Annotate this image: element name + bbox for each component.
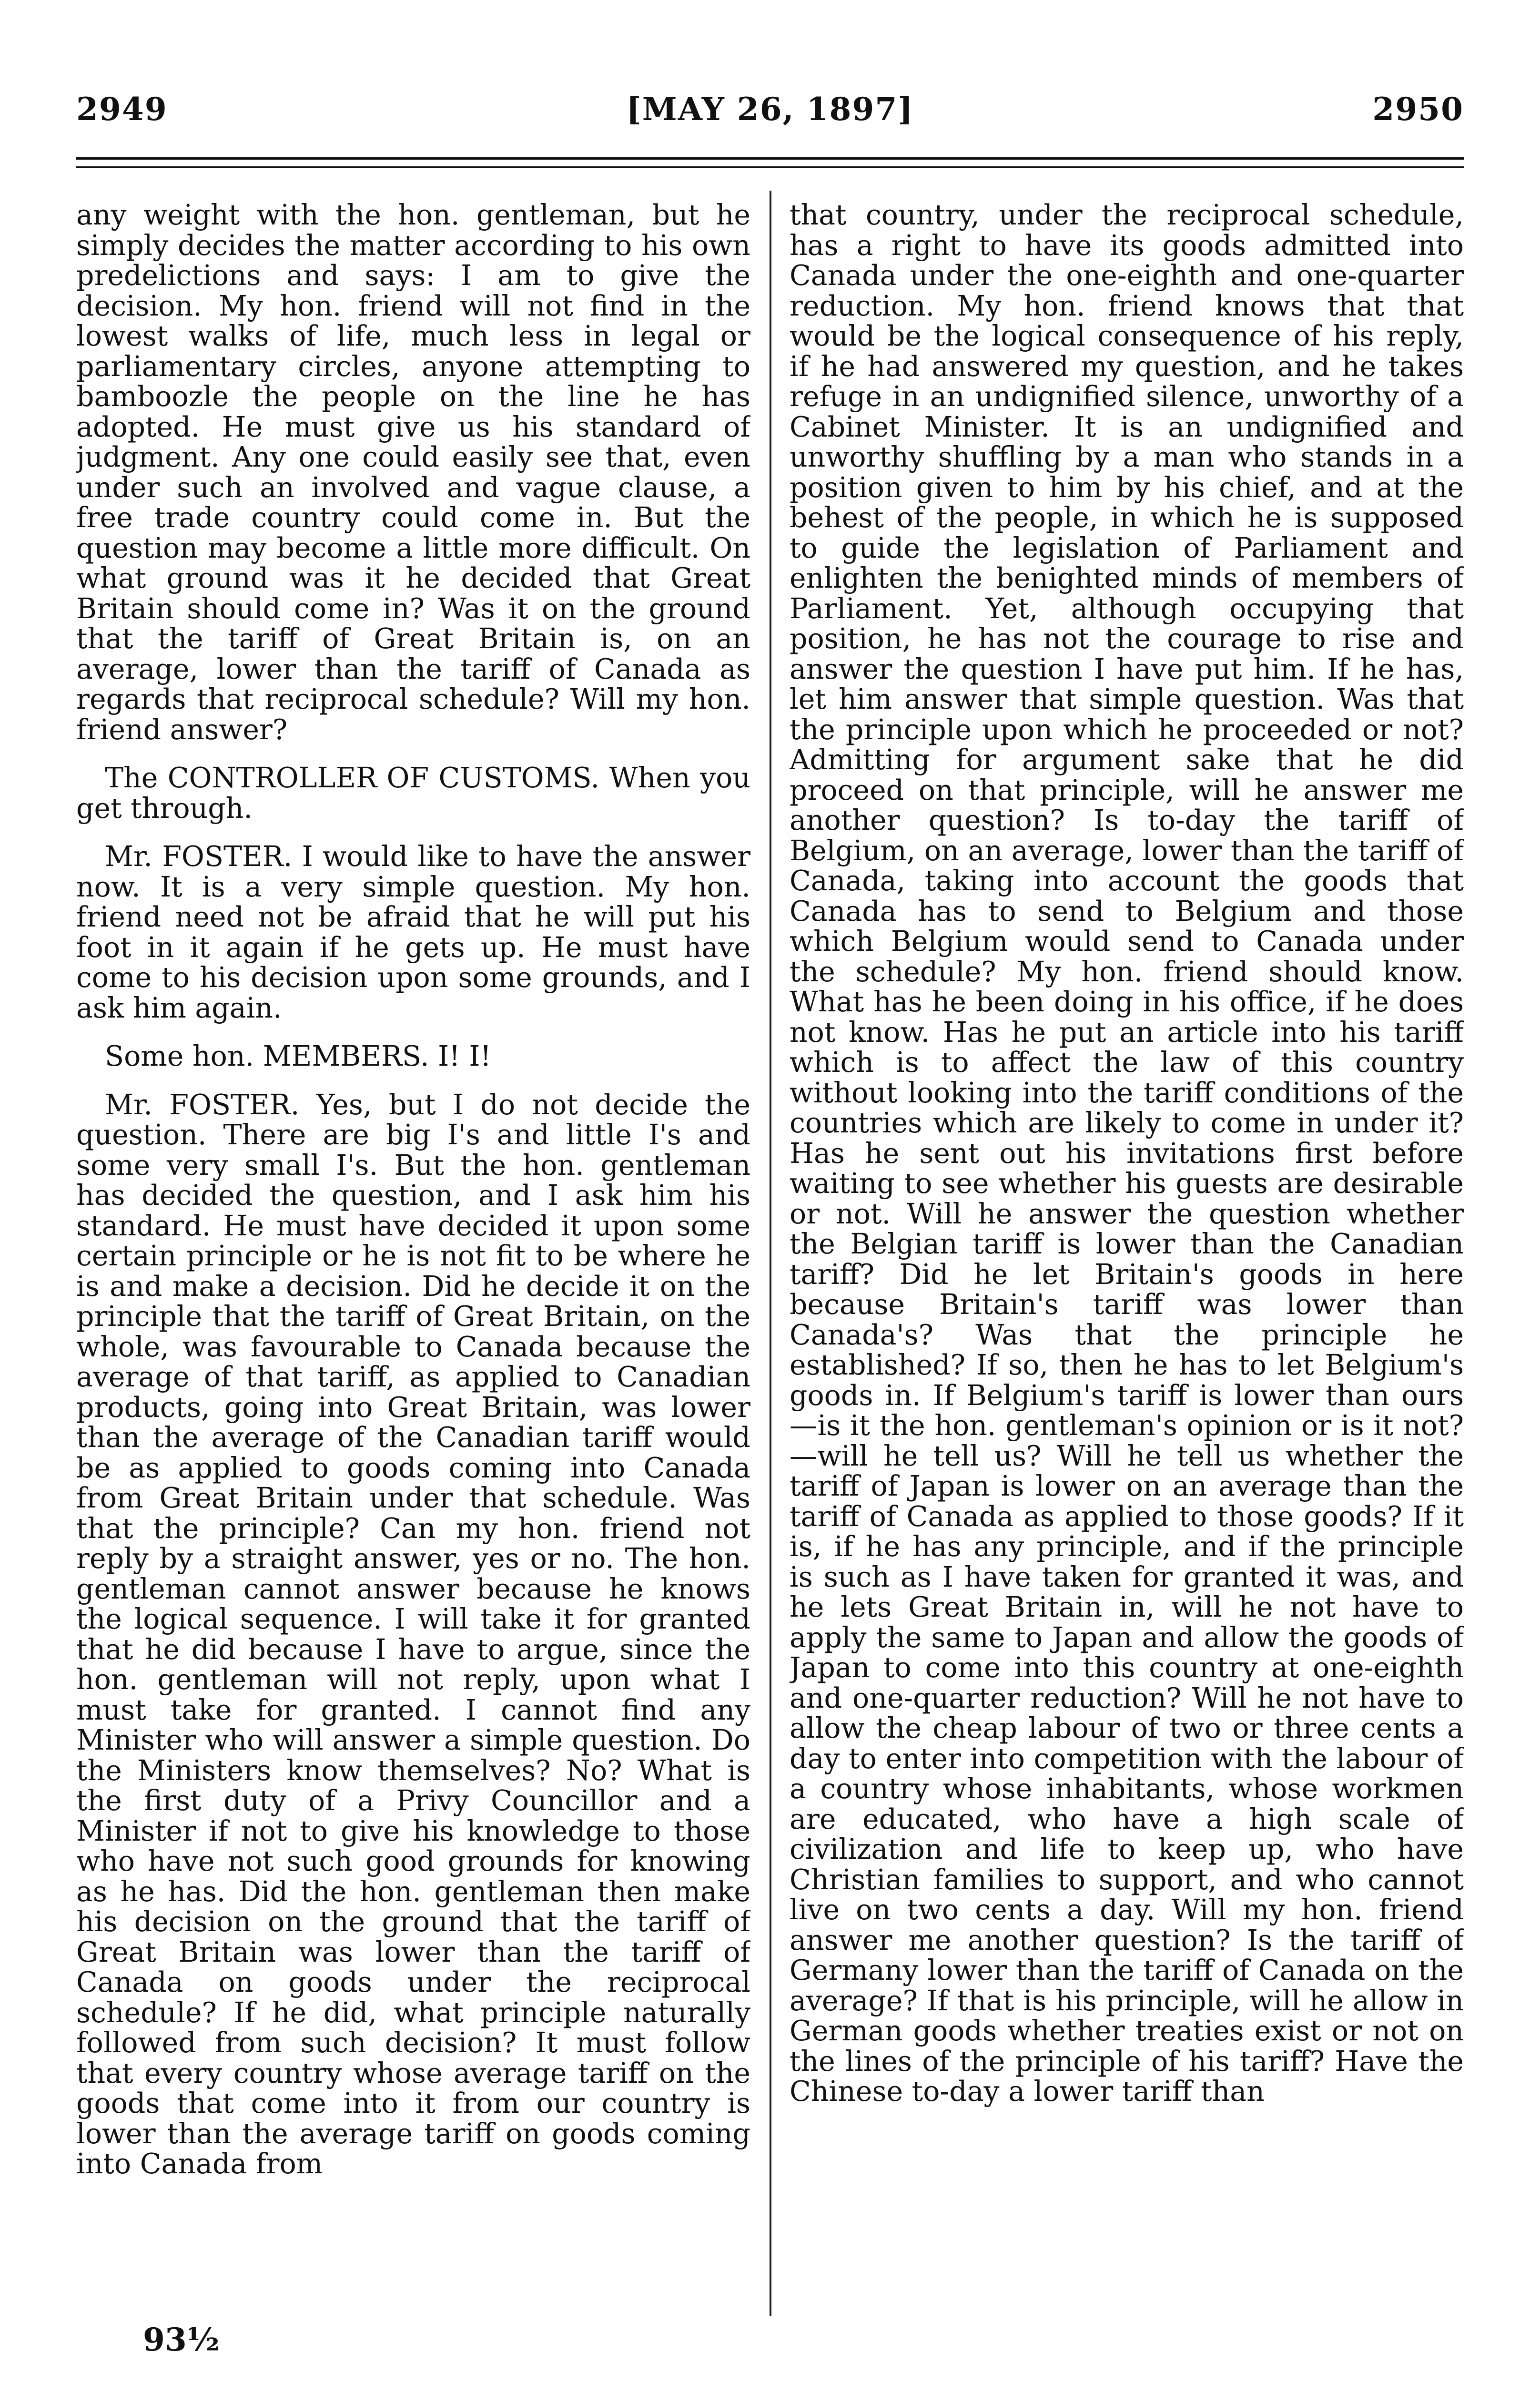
paragraph: Mr. FOSTER. I would like to have the answer now. It is a very simple question. My hon. friend need not be afraid that he will put his foot in it again if he gets up. He must have come to his decision upon some grounds, and I ask him again. bbox=[76, 840, 750, 1024]
page-number-left: 2949 bbox=[76, 91, 168, 128]
text-columns bbox=[76, 200, 1464, 2316]
paragraph: Mr. FOSTER. Yes, but I do not decide the question. There are big I's and little I's and some very small I's. But the hon. gentleman has decided the question, and I ask him his standard. He must have decided it upon some certain principle or he is not fit to be where he is and make a decision. Did he decide it on the principle that the tariff of Great Britain, on the whole, was favourable to Canada because the average of that tariff, as applied to Canadian products, going into Great Britain, was lower than the average of the Canadian tariff would be as applied to goods coming into Canada from Great Britain under that schedule. Was that the principle? Can my hon. friend not reply by a straight answer, yes or no. The hon. gentleman cannot answer because he knows the logical sequence. I will take it for granted that he did because I have to argue, since the hon. gentleman will not reply, upon what I must take for granted. I cannot find any Minister who will answer a simple question. Do the Ministers know themselves? No? What is the first duty of a Privy Councillor and a Minister if not to give his knowledge to those who have not such good grounds for knowing as he has. Did the hon. gentleman then make his decision on the ground that the tariff of Great Britain was lower than the tariff of Canada on goods under the reciprocal schedule? If he did, what principle naturally followed from such decision? It must follow that every country whose average tariff on the goods that come into it from our country is lower than the average tariff on goods coming into Canada from bbox=[76, 1088, 750, 2180]
page-header bbox=[76, 91, 1464, 138]
header-rule bbox=[76, 157, 1464, 168]
page-number-right: 2950 bbox=[1372, 91, 1464, 128]
left-column bbox=[76, 200, 750, 2316]
right-column bbox=[790, 200, 1464, 2316]
paragraph: The CONTROLLER OF CUSTOMS. When you get through. bbox=[76, 762, 750, 825]
header-date: [MAY 26, 1897] bbox=[626, 91, 914, 128]
paragraph: that country, under the reciprocal schedule, has a right to have its goods admitted into Canada under the one-eighth and one-quarter reduction. My hon. friend knows that that would be the logical consequence of his reply, if he had answered my question, and he takes refuge in an undignified silence, unworthy of a Cabinet Minister. It is an undignified and unworthy shuffling by a man who stands in a position given to him by his chief, and at the behest of the people, in which he is supposed to guide the legislation of Parliament and enlighten the benighted minds of members of Parliament. Yet, although occupying that position, he has not the courage to rise and answer the question I have put him. If he has, let him answer that simple question. Was that the principle upon which he proceeded or not? Admitting for argument sake that he did proceed on that principle, will he answer me another question? Is to-day the tariff of Belgium, on an average, lower than the tariff of Canada, taking into account the goods that Canada has to send to Belgium and those which Belgium would send to Canada under the schedule? My hon. friend should know. What has he been doing in his office, if he does not know. Has he put an article into his tariff which is to affect the law of this country without looking into the tariff conditions of the countries which are likely to come in under it? Has he sent out his invitations first before waiting to see whether his guests are desirable or not. Will he answer the question whether the Belgian tariff is lower than the Canadian tariff? Did he let Britain's goods in here because Britain's tariff was lower than Canada's? Was that the principle he established? If so, then he has to let Belgium's goods in. If Belgium's tariff is lower than ours—is it the hon. gentleman's opinion or is it not?—will he tell us? Will he tell us whether the tariff of Japan is lower on an average than the tariff of Canada as applied to those goods? If it is, if he has any principle, and if the principle is such as I have taken for granted it was, and he lets Great Britain in, will he not have to apply the same to Japan and allow the goods of Japan to come into this country at one-eighth and one-quarter reduction? Will he not have to allow the cheap labour of two or three cents a day to enter into competition with the labour of a country whose inhabitants, whose workmen are educated, who have a high scale of civilization and life to keep up, who have Christian families to support, and who cannot live on two cents a day. Will my hon. friend answer me another question? Is the tariff of Germany lower than the tariff of Canada on the average? If that is his principle, will he allow in German goods whether treaties exist or not on the lines of the principle of his tariff? Have the Chinese to-day a lower tariff than bbox=[790, 200, 1464, 2108]
paragraph: any weight with the hon. gentleman, but he simply decides the matter according to his own predelictions and says: I am to give the decision. My hon. friend will not find in the lowest walks of life, much less in legal or parliamentary circles, anyone attempting to bamboozle the people on the line he has adopted. He must give us his standard of judgment. Any one could easily see that, even under such an involved and vague clause, a free trade country could come in. But the question may become a little more difficult. On what ground was it he decided that Great Britain should come in? Was it on the ground that the tariff of Great Britain is, on an average, lower than the tariff of Canada as regards that reciprocal schedule? Will my hon. friend answer? bbox=[76, 200, 750, 746]
paragraph: Some hon. MEMBERS. I! I! bbox=[105, 1040, 492, 1072]
signature-mark: 93½ bbox=[143, 2321, 220, 2358]
